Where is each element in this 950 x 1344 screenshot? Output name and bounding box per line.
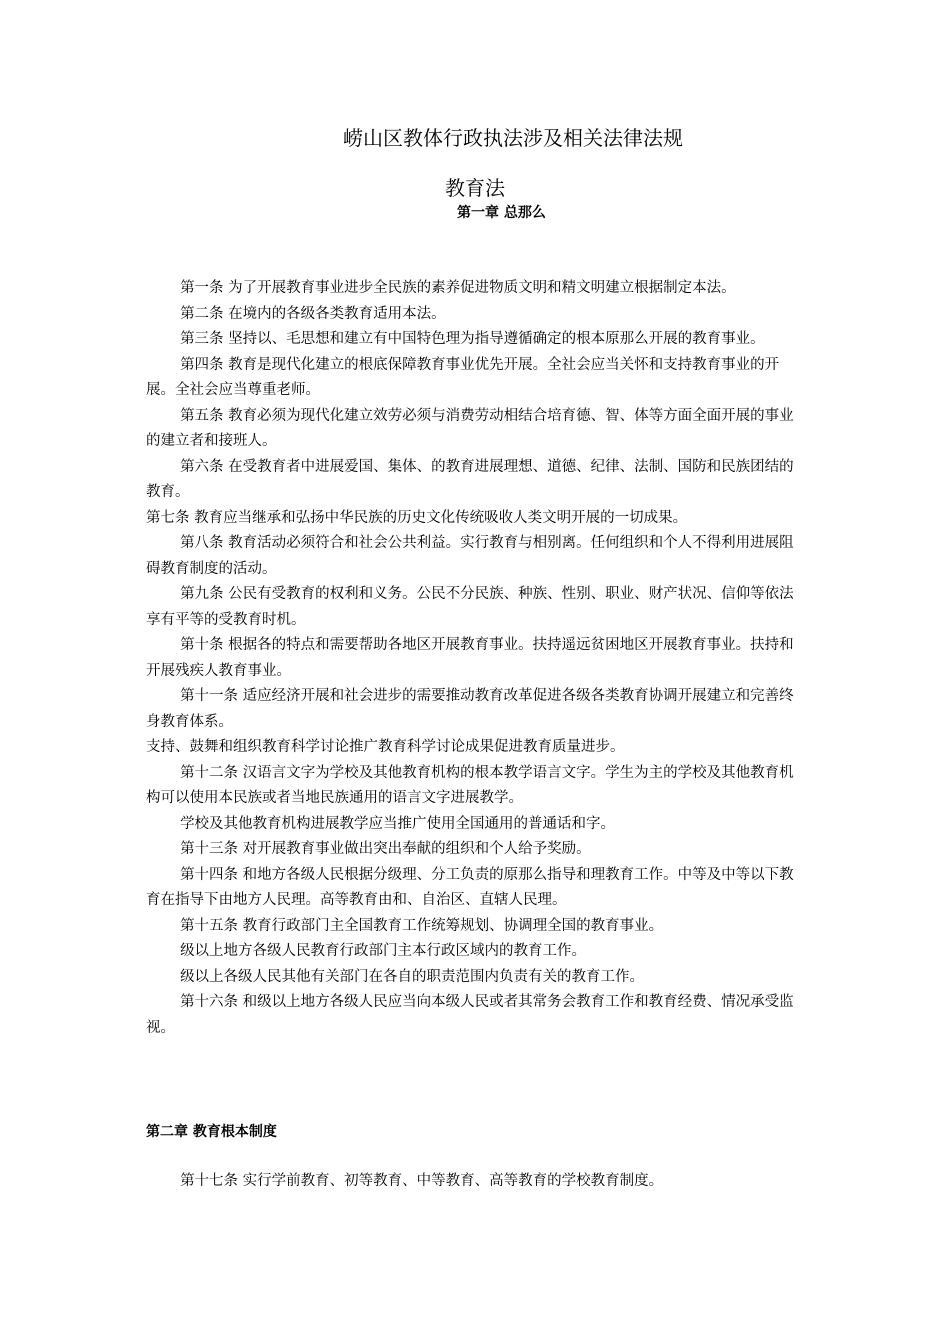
- article-paragraph: 第十二条 汉语言文字为学校及其他教育机构的根本教学语言文字。学生为主的学校及其他教育机构可以使用本民族或者当地民族通用的语言文字进展教学。: [146, 764, 794, 806]
- article-paragraph: 第十七条 实行学前教育、初等教育、中等教育、高等教育的学校教育制度。: [180, 1173, 664, 1189]
- chapter2-body: [146, 1169, 796, 1195]
- article-paragraph: 第十三条 对开展教育事业做出突出奉献的组织和个人给予奖励。: [180, 841, 591, 857]
- article-paragraph: 第八条 教育活动必须符合和社会公共利益。实行教育与相别离。任何组织和个人不得利用进展阻碍教育制度的活动。: [146, 535, 794, 577]
- article-paragraph: 第十一条 适应经济开展和社会进步的需要推动教育改革促进各级各类教育协调开展建立和完善终身教育体系。: [146, 688, 794, 730]
- article-paragraph: 级以上地方各级人民教育行政部门主本行政区域内的教育工作。: [180, 943, 587, 959]
- chapter2-title: 第二章 教育根本制度: [146, 1124, 277, 1140]
- article-paragraph: 第一条 为了开展教育事业进步全民族的素养促进物质文明和精文明建立根据制定本法。: [180, 280, 736, 296]
- article-paragraph: 第五条 教育必须为现代化建立效劳必须与消费劳动相结合培育德、智、体等方面全面开展的事业的建立者和接班人。: [146, 407, 794, 449]
- article-paragraph: 第九条 公民有受教育的权利和义务。公民不分民族、种族、性别、职业、财产状况、信仰等依法享有平等的受教育时机。: [146, 586, 794, 628]
- law-title: 教育法: [445, 176, 505, 200]
- article-paragraph: 第三条 坚持以、毛思想和建立有中国特色理为指导遵循确定的根本原那么开展的教育事业。: [180, 331, 765, 347]
- article-paragraph: 学校及其他教育机构进展教学应当推广使用全国通用的普通话和字。: [180, 815, 616, 832]
- article-paragraph: 级以上各级人民其他有关部门在各自的职责范围内负责有关的教育工作。: [180, 968, 645, 985]
- article-paragraph: 第十四条 和地方各级人民根据分级理、分工负责的原那么指导和理教育工作。中等及中等以下教育在指导下由地方人民理。高等教育由和、自治区、直辖人民理。: [146, 866, 794, 908]
- article-paragraph: 第六条 在受教育者中进展爱国、集体、的教育进展理想、道德、纪律、法制、国防和民族团结的教育。: [146, 458, 794, 500]
- chapter1-body: [146, 276, 796, 1041]
- article-paragraph: 第十五条 教育行政部门主全国教育工作统筹规划、协调理全国的教育事业。: [180, 917, 664, 934]
- chapter1-title: 第一章 总那么: [457, 205, 546, 221]
- article-paragraph: 第二条 在境内的各级各类教育适用本法。: [180, 305, 446, 322]
- article-paragraph: 支持、鼓舞和组织教育科学讨论推广教育科学讨论成果促进教育质量进步。: [146, 739, 625, 755]
- article-paragraph: 第四条 教育是现代化建立的根底保障教育事业优先开展。全社会应当关怀和支持教育事业的开展。全社会应当尊重老师。: [146, 356, 780, 398]
- document-title: 崂山区教体行政执法涉及相关法律法规: [343, 126, 683, 150]
- article-paragraph: 第十六条 和级以上地方各级人民应当向本级人民或者其常务会教育工作和教育经费、情况承受监视。: [146, 994, 794, 1036]
- article-paragraph: 第十条 根据各的特点和需要帮助各地区开展教育事业。扶持遥远贫困地区开展教育事业。扶持和开展残疾人教育事业。: [146, 637, 794, 679]
- article-paragraph: 第七条 教育应当继承和弘扬中华民族的历史文化传统吸收人类文明开展的一切成果。: [146, 509, 688, 526]
